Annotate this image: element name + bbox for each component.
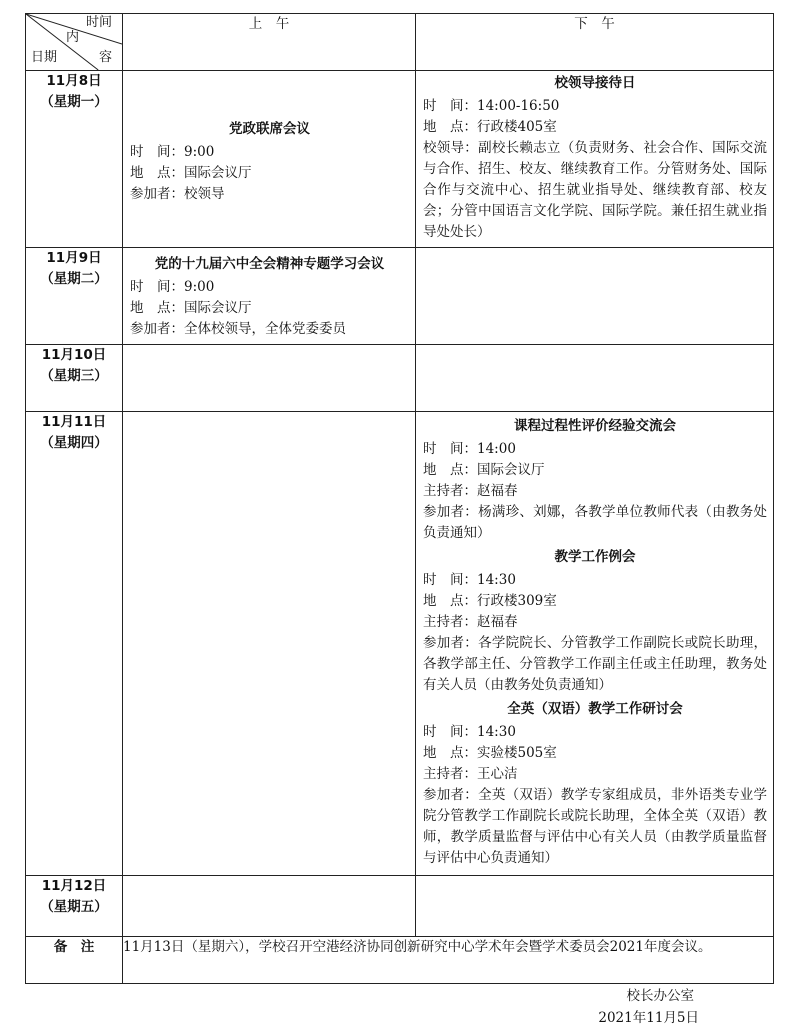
event-detail-line: 时 间：14:30 [423,572,516,588]
event-detail-line: 主持者：赵福春 [423,483,518,499]
weekday-label: （星期五） [40,899,108,915]
weekday-label: （星期三） [40,368,108,384]
event-detail-line: 地 点：国际会议厅 [130,165,252,181]
event-title: 全英（双语）教学工作研讨会 [507,701,683,717]
signature-office: 校长办公室 [626,988,694,1004]
event-detail-line: 时 间：14:00-16:50 [423,98,560,114]
date-label: 11月9日 [46,250,102,266]
day-row-friday [26,876,774,937]
column-header-pm: 下 午 [416,14,774,71]
corner-header-cell [26,14,123,71]
pm-cell-empty [416,345,774,412]
event-detail-line: 主持者：王心洁 [423,766,518,782]
am-cell [123,71,416,248]
am-cell-empty [123,345,416,412]
note-label: 备 注 [26,937,123,984]
am-cell-empty [123,876,416,937]
event-detail-line: 参加者：校领导 [130,186,225,202]
day-row-tuesday [26,248,774,345]
weekday-label: （星期二） [40,271,108,287]
note-row [26,937,774,984]
corner-label-rong: 容 [98,50,112,65]
date-label: 11月11日 [41,414,107,430]
date-cell [26,345,123,412]
date-cell [26,876,123,937]
note-text: 11月13日（星期六），学校召开空港经济协同创新研究中心学术年会暨学术委员会2021年度会议。 [123,937,774,984]
day-row-thursday [26,412,774,876]
pm-cell [416,71,774,248]
am-cell [123,248,416,345]
date-cell [26,412,123,876]
event-title: 党的十九届六中全会精神专题学习会议 [154,256,385,272]
event-detail-line: 时 间：14:00 [423,441,516,457]
event-detail-line: 地 点：实验楼505室 [423,745,557,761]
event-detail-line: 校领导：副校长赖志立（负责财务、社会合作、国际交流与合作、招生、校友、继续教育工作。分管财务处、国际合作与交流中心、招生就业指导处、继续教育部、校友会；分管中国语言文化学院、国际学院。兼任招生就业指导处处长） [423,140,767,240]
event-detail-line: 主持者：赵福春 [423,614,518,630]
event-detail-line: 地 点：行政楼309室 [423,593,557,609]
corner-label-date: 日期 [31,50,58,65]
day-row-monday [26,71,774,248]
event-detail-line: 地 点：行政楼405室 [423,119,557,135]
date-cell [26,248,123,345]
event-detail-line: 参加者：各学院院长、分管教学工作副院长或院长助理，各教学部主任、分管教学工作副主任或主任助理，教务处有关人员（由教务处负责通知） [423,635,767,693]
weekday-label: （星期一） [40,94,108,110]
event-detail-line: 参加者：全体校领导，全体党委委员 [130,321,346,337]
event-detail-line: 参加者：全英（双语）教学专家组成员，非外语类专业学院分管教学工作副院长或院长助理，全体全英（双语）教师，教学质量监督与评估中心有关人员（由教学质量监督与评估中心负责通知） [423,787,767,866]
am-cell-empty [123,412,416,876]
day-row-wednesday [26,345,774,412]
date-label: 11月12日 [41,878,107,894]
header-row [26,14,774,71]
signature-date: 2021年11月5日 [598,1010,699,1026]
pm-cell-empty [416,876,774,937]
event-detail-line: 时 间：9:00 [130,279,215,295]
event-title: 教学工作例会 [554,549,636,565]
event-detail-line: 参加者：杨满珍、刘娜，各教学单位教师代表（由教务处负责通知） [423,504,767,541]
weekday-label: （星期四） [40,435,108,451]
event-detail-line: 地 点：国际会议厅 [423,462,545,478]
corner-label-time: 时间 [85,15,112,30]
event-detail-line: 地 点：国际会议厅 [130,300,252,316]
column-header-am: 上 午 [123,14,416,71]
event-title: 校领导接待日 [554,75,636,91]
event-title: 课程过程性评价经验交流会 [514,418,676,434]
event-title: 党政联席会议 [229,121,310,137]
pm-cell [416,412,774,876]
date-cell [26,71,123,248]
date-label: 11月8日 [46,73,102,89]
schedule-table [25,13,774,984]
pm-cell-empty [416,248,774,345]
date-label: 11月10日 [41,347,107,363]
corner-label-nei: 内 [66,30,80,45]
event-detail-line: 时 间：9:00 [130,144,215,160]
event-detail-line: 时 间：14:30 [423,724,516,740]
